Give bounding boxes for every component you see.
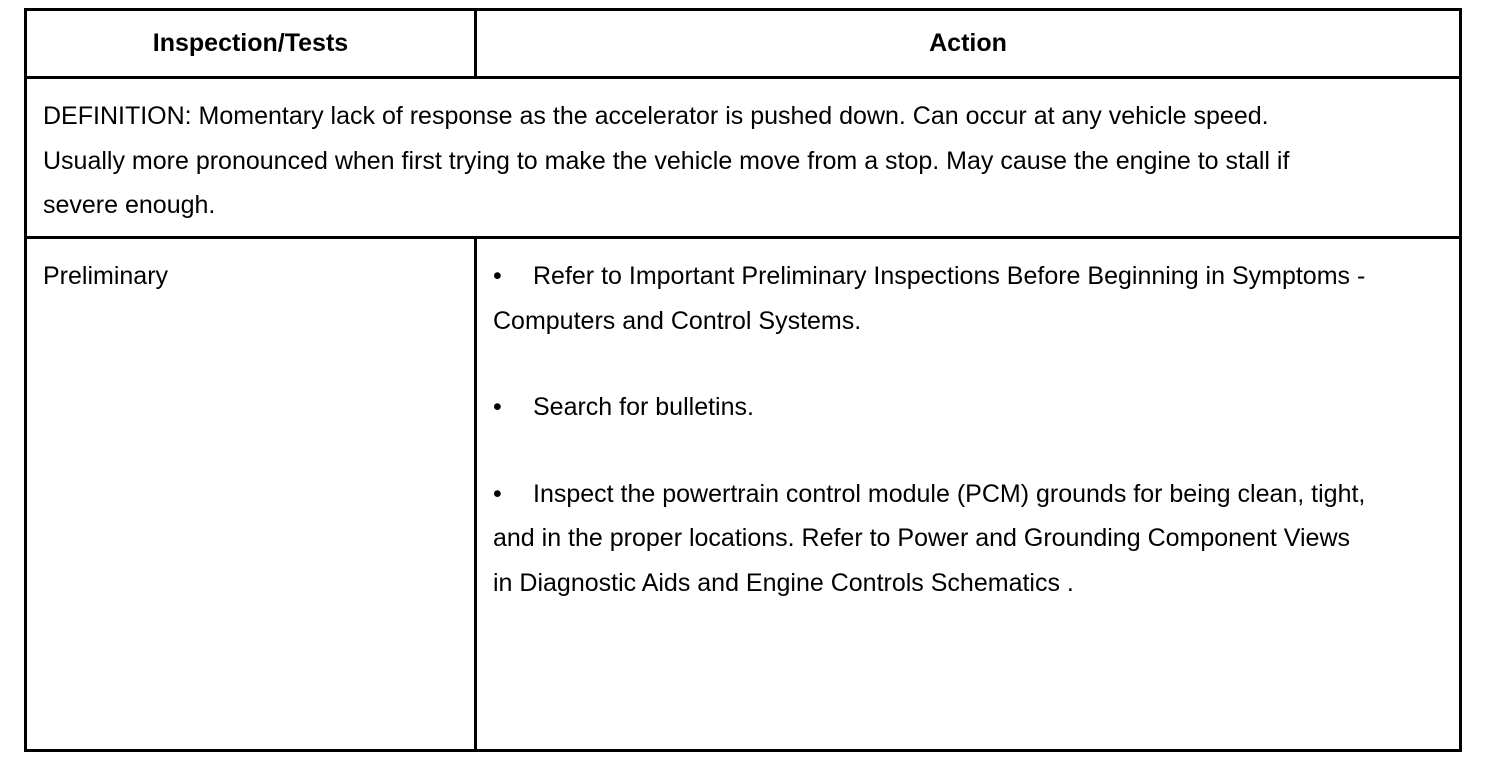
diagnostic-table	[24, 8, 1462, 752]
action-cell	[476, 238, 1461, 751]
action-bullet-item	[493, 385, 1373, 430]
action-text: Inspect the powertrain control module (PCM) grounds for being clean, tight, and in the proper locations. Refer to Power and Grounding Component Views in Diagnostic Aids and Engine Controls Schematics .	[493, 479, 1366, 597]
bullet-icon: •	[493, 262, 502, 290]
header-inspection-tests: Inspection/Tests	[26, 10, 476, 78]
action-bullet-item	[493, 254, 1373, 343]
bullet-icon: •	[493, 393, 502, 421]
action-text: Search for bulletins.	[533, 393, 754, 421]
header-action: Action	[476, 10, 1461, 78]
definition-row	[26, 78, 1461, 238]
table-row	[26, 238, 1461, 751]
bullet-icon: •	[493, 479, 502, 508]
row-label-preliminary: Preliminary	[26, 238, 476, 751]
action-text: Refer to Important Preliminary Inspections Before Beginning in Symptoms - Computers and Control Systems.	[493, 262, 1366, 335]
definition-cell	[26, 78, 1461, 238]
definition-text: DEFINITION: Momentary lack of response as the accelerator is pushed down. Can occur at any vehicle speed. Usually more pronounced when first trying to make the vehicle move from a stop. May cause the engine to stall if severe enough.	[43, 102, 1290, 219]
action-bullet-item	[493, 472, 1373, 606]
table-header-row	[26, 10, 1461, 78]
